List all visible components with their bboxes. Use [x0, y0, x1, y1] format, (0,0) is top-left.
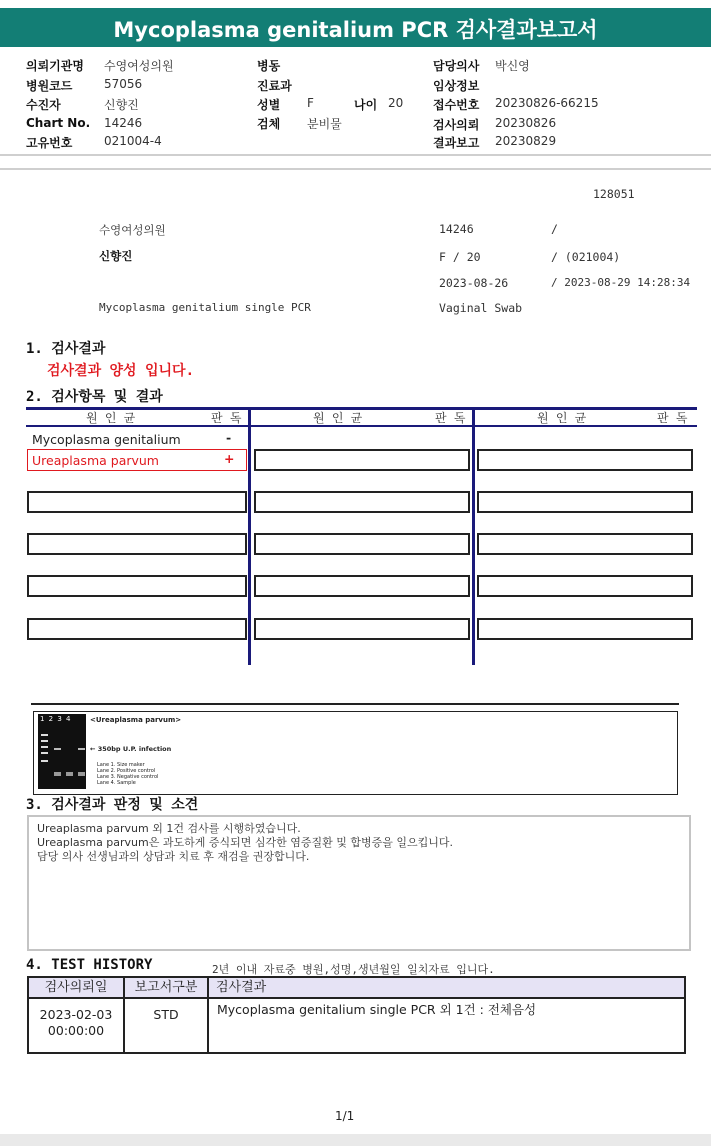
chart-no-value: 14246	[104, 116, 143, 130]
gel-legend-item: Lane 4. Sample	[97, 780, 136, 786]
age-value: 20	[388, 96, 404, 110]
opinion-line: Ureaplasma parvum은 과도하게 증식되면 심각한 염증질환 및 합병증을 일으킵니다.	[37, 836, 453, 849]
gel-band	[54, 748, 61, 750]
section1-result: 검사결과 양성 입니다.	[47, 363, 195, 379]
header-divider-2	[0, 168, 711, 170]
col3-judge-header: 판 독	[657, 411, 688, 425]
doctor-label: 담당의사	[433, 59, 480, 73]
result-row-name: Ureaplasma parvum	[32, 453, 159, 468]
gel-band	[78, 748, 85, 750]
opinion-line: Ureaplasma parvum 외 1건 검사를 시행하였습니다.	[37, 822, 301, 835]
gel-band	[41, 740, 48, 742]
header-divider	[0, 154, 711, 156]
gel-band	[41, 746, 48, 748]
empty-cell	[254, 449, 470, 471]
result-row-value: -	[226, 430, 232, 445]
col1-judge-header: 판 독	[211, 411, 242, 425]
info-test-name: Mycoplasma genitalium single PCR	[99, 301, 311, 314]
history-note: 2년 이내 자료중 병원,성명,생년월일 일치자료 입니다.	[212, 963, 495, 976]
gel-band	[66, 772, 73, 776]
history-header-rule	[29, 997, 684, 999]
department-label: 진료과	[257, 79, 292, 93]
info-patient: 신향진	[99, 249, 133, 263]
gel-legend	[97, 762, 158, 786]
gel-image	[38, 714, 86, 789]
gel-legend-item: Lane 2. Positive control	[97, 768, 156, 774]
title-bar	[0, 8, 711, 47]
empty-cell	[27, 575, 247, 597]
doc-code: 128051	[593, 187, 635, 201]
gel-lane-numbers: 1 2 3 4	[40, 715, 72, 723]
empty-cell	[477, 533, 693, 555]
table-col-divider-1	[248, 407, 251, 665]
request-date-value: 20230826	[495, 116, 557, 130]
history-type: STD	[153, 1007, 179, 1022]
gel-legend-item: Lane 3. Negative control	[97, 774, 159, 780]
age-label: 나이	[354, 98, 378, 112]
gel-top-rule	[31, 703, 679, 705]
receipt-no-value: 20230826-66215	[495, 96, 599, 110]
section3-title: 3. 검사결과 판정 및 소견	[26, 797, 199, 813]
section4-title: 4. TEST HISTORY	[26, 957, 153, 973]
table-row	[29, 1007, 123, 1039]
report-date-value: 20230829	[495, 134, 557, 148]
clinical-info-label: 임상정보	[433, 79, 480, 93]
request-date-label: 검사의뢰	[433, 118, 480, 132]
history-header-result: 검사결과	[209, 978, 684, 998]
gel-band	[41, 734, 48, 736]
empty-cell	[27, 618, 247, 640]
empty-cell	[477, 449, 693, 471]
empty-cell	[477, 618, 693, 640]
gel-band	[54, 772, 61, 776]
section1-title: 1. 검사결과	[26, 341, 106, 357]
doctor-value: 박신영	[495, 59, 530, 73]
sex-value: F	[307, 96, 314, 110]
report-date-label: 결과보고	[433, 136, 480, 150]
col3-org-header: 원 인 균	[537, 411, 587, 425]
history-col-divider	[207, 978, 209, 1052]
page-number: 1/1	[335, 1109, 355, 1123]
info-clinic: 수영여성의원	[99, 223, 166, 237]
patient-label: 수진자	[26, 98, 61, 112]
col1-org-header: 원 인 균	[86, 411, 136, 425]
gel-band	[78, 772, 85, 776]
empty-cell	[27, 491, 247, 513]
history-date: 2023-02-03	[39, 1007, 113, 1022]
clinic-label: 의뢰기관명	[26, 59, 84, 73]
history-header-date: 검사의뢰일	[29, 978, 123, 998]
info-sex-age: F / 20	[439, 250, 481, 264]
gel-band	[41, 752, 48, 754]
info-report-datetime: / 2023-08-29 14:28:34	[551, 276, 691, 289]
gel-band	[41, 760, 48, 762]
report-title: Mycoplasma genitalium PCR 검사결과보고서	[113, 18, 598, 42]
empty-cell	[477, 491, 693, 513]
ward-label: 병동	[257, 59, 281, 73]
hospital-code-value: 57056	[104, 77, 143, 91]
empty-cell	[254, 618, 470, 640]
col2-org-header: 원 인 균	[313, 411, 363, 425]
empty-cell	[254, 491, 470, 513]
empty-cell	[27, 533, 247, 555]
gel-title: <Ureaplasma parvum>	[90, 716, 182, 724]
unique-no-value: 021004-4	[104, 134, 162, 148]
history-header-type: 보고서구분	[125, 978, 207, 998]
opinion-text	[37, 822, 453, 864]
specimen-value: 분비물	[307, 117, 342, 131]
info-chart: 14246	[439, 222, 474, 236]
chart-no-label: Chart No.	[26, 116, 91, 130]
specimen-label: 검체	[257, 117, 281, 131]
info-specimen: Vaginal Swab	[439, 301, 523, 315]
hospital-code-label: 병원코드	[26, 79, 73, 93]
sex-label: 성별	[257, 98, 281, 112]
info-request-date: 2023-08-26	[439, 276, 509, 290]
info-id: / (021004)	[551, 250, 621, 264]
info-slash: /	[551, 222, 558, 236]
unique-no-label: 고유번호	[26, 136, 73, 150]
gel-marker-label: ← 350bp U.P. infection	[90, 745, 172, 753]
receipt-no-label: 접수번호	[433, 98, 480, 112]
empty-cell	[254, 575, 470, 597]
history-time: 00:00:00	[47, 1023, 105, 1038]
empty-cell	[477, 575, 693, 597]
table-col-divider-2	[472, 407, 475, 665]
history-result: Mycoplasma genitalium single PCR 외 1건 : 전체음성	[217, 1002, 537, 1017]
section2-title: 2. 검사항목 및 결과	[26, 389, 163, 405]
opinion-line: 담당 의사 선생님과의 상담과 치료 후 재검을 권장합니다.	[37, 850, 310, 863]
result-row-value: +	[224, 451, 235, 466]
col2-judge-header: 판 독	[435, 411, 466, 425]
gel-legend-item: Lane 1. Size maker	[97, 762, 145, 768]
result-row-name: Mycoplasma genitalium	[32, 432, 181, 447]
patient-value: 신향진	[104, 98, 139, 112]
clinic-value: 수영여성의원	[104, 59, 174, 73]
empty-cell	[254, 533, 470, 555]
